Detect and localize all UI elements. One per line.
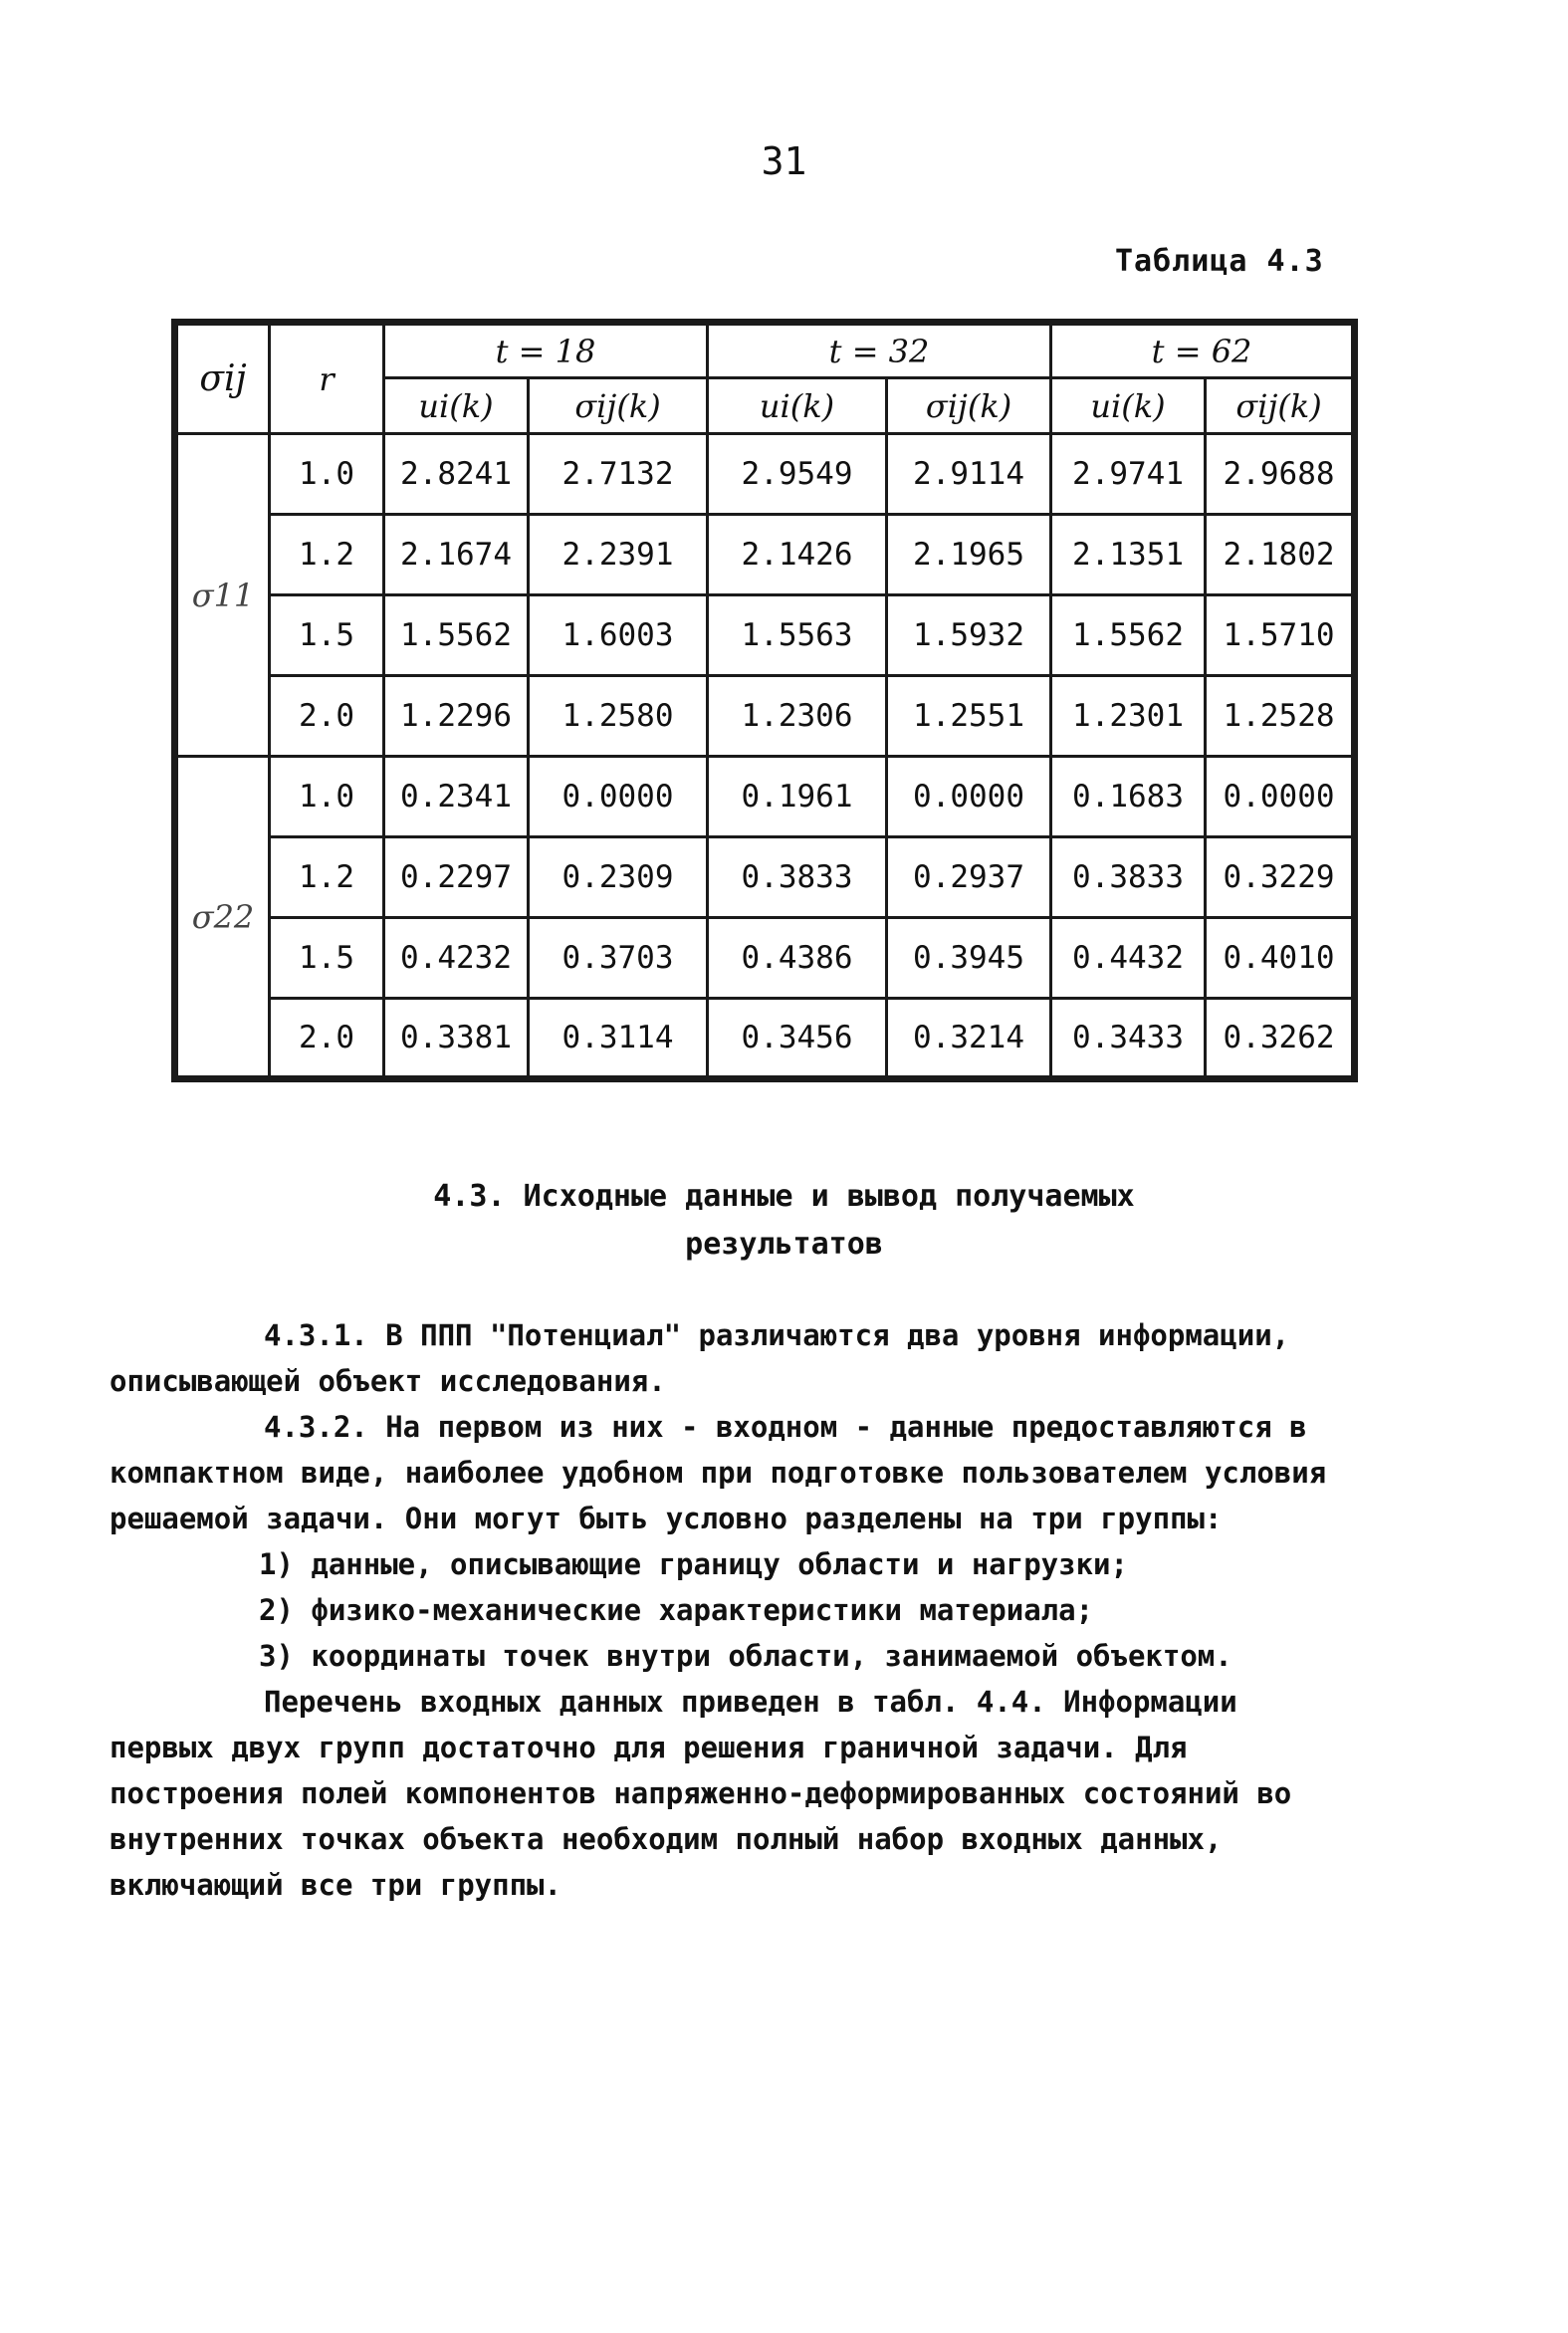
value-cell: 2.9741 [1051,434,1206,515]
value-cell: 1.5562 [384,595,529,676]
value-cell: 1.2528 [1206,676,1355,757]
value-cell: 0.4010 [1206,918,1355,999]
value-cell: 2.8241 [384,434,529,515]
paragraph-list-of-inputs: Перечень входных данных приведен в табл. 4.4. Информации первых двух групп достаточно для решения граничной задачи. Для построения полей компонентов напряженно-деформированных состояний во внутренних точках объекта необходим полный набор входных данных, включающий все три группы. [110,1685,1292,1902]
value-cell: 1.5562 [1051,595,1206,676]
value-cell: 1.2580 [529,676,708,757]
value-cell: 2.2391 [529,515,708,595]
value-cell: 2.1802 [1206,515,1355,595]
value-cell: 2.9688 [1206,434,1355,515]
value-cell: 0.4432 [1051,918,1206,999]
value-cell: 0.3703 [529,918,708,999]
table-row [175,757,1355,837]
value-cell: 0.2309 [529,837,708,918]
paragraph-4-3-2: 4.3.2. На первом из них - входном - данные предоставляются в компактном виде, наиболее удобном при подготовке пользователем условия решаемой задачи. Они могут быть условно разделены на три группы: [110,1410,1327,1535]
value-cell: 0.2937 [887,837,1051,918]
header-sigma-ij: σij [175,323,270,434]
value-cell: 0.3945 [887,918,1051,999]
value-cell: 1.2296 [384,676,529,757]
list-item-1: 1) данные, описывающие границу области и нагрузки; [259,1547,1128,1581]
row-group-label: σ22 [175,757,270,1079]
table-row [175,999,1355,1079]
results-table [171,319,1358,1082]
value-cell: 2.9549 [708,434,887,515]
header-s-t18: σij(k) [529,378,708,434]
value-cell: 0.0000 [529,757,708,837]
r-value-cell: 2.0 [270,999,384,1079]
table-body [175,434,1355,1079]
r-value-cell: 1.2 [270,837,384,918]
header-r: r [270,323,384,434]
r-value-cell: 1.0 [270,757,384,837]
value-cell: 1.6003 [529,595,708,676]
value-cell: 0.3833 [1051,837,1206,918]
header-group-t18: t = 18 [384,323,708,378]
page-number: 31 [761,139,807,183]
header-s-t62: σij(k) [1206,378,1355,434]
table-row [175,837,1355,918]
section-heading-line2: результатов [685,1227,883,1262]
header-group-t62: t = 62 [1051,323,1355,378]
table-row [175,595,1355,676]
section-heading [0,1173,1568,1269]
value-cell: 0.3833 [708,837,887,918]
list-item-2: 2) физико-механические характеристики материала; [259,1593,1094,1627]
value-cell: 2.1674 [384,515,529,595]
r-value-cell: 1.5 [270,918,384,999]
value-cell: 0.3214 [887,999,1051,1079]
value-cell: 0.3381 [384,999,529,1079]
value-cell: 0.4386 [708,918,887,999]
value-cell: 0.3262 [1206,999,1355,1079]
header-u-t32: ui(k) [708,378,887,434]
value-cell: 0.3456 [708,999,887,1079]
list-item-3: 3) координаты точек внутри области, занимаемой объектом. [259,1639,1232,1673]
header-group-t32: t = 32 [708,323,1051,378]
value-cell: 2.1351 [1051,515,1206,595]
header-u-t62: ui(k) [1051,378,1206,434]
value-cell: 1.5932 [887,595,1051,676]
value-cell: 1.5710 [1206,595,1355,676]
header-s-t32: σij(k) [887,378,1051,434]
value-cell: 2.7132 [529,434,708,515]
header-u-t18: ui(k) [384,378,529,434]
value-cell: 0.2297 [384,837,529,918]
table-row [175,515,1355,595]
value-cell: 1.2551 [887,676,1051,757]
value-cell: 0.3229 [1206,837,1355,918]
value-cell: 2.1426 [708,515,887,595]
table-row [175,676,1355,757]
r-value-cell: 1.0 [270,434,384,515]
value-cell: 2.1965 [887,515,1051,595]
value-cell: 0.0000 [1206,757,1355,837]
r-value-cell: 1.5 [270,595,384,676]
table-row [175,434,1355,515]
table-row [175,918,1355,999]
r-value-cell: 1.2 [270,515,384,595]
value-cell: 1.2301 [1051,676,1206,757]
value-cell: 1.5563 [708,595,887,676]
value-cell: 0.2341 [384,757,529,837]
value-cell: 0.3114 [529,999,708,1079]
paragraph-4-3-1: 4.3.1. В ППП "Потенциал" различаются два уровня информации, описывающей объект исследования. [110,1318,1290,1398]
value-cell: 0.1683 [1051,757,1206,837]
body-text [110,1312,1329,1908]
value-cell: 1.2306 [708,676,887,757]
value-cell: 0.0000 [887,757,1051,837]
value-cell: 0.1961 [708,757,887,837]
section-heading-line1: 4.3. Исходные данные и вывод получаемых [433,1179,1135,1214]
row-group-label: σ11 [175,434,270,757]
table-label: Таблица 4.3 [1115,244,1324,279]
r-value-cell: 2.0 [270,676,384,757]
value-cell: 2.9114 [887,434,1051,515]
value-cell: 0.3433 [1051,999,1206,1079]
value-cell: 0.4232 [384,918,529,999]
